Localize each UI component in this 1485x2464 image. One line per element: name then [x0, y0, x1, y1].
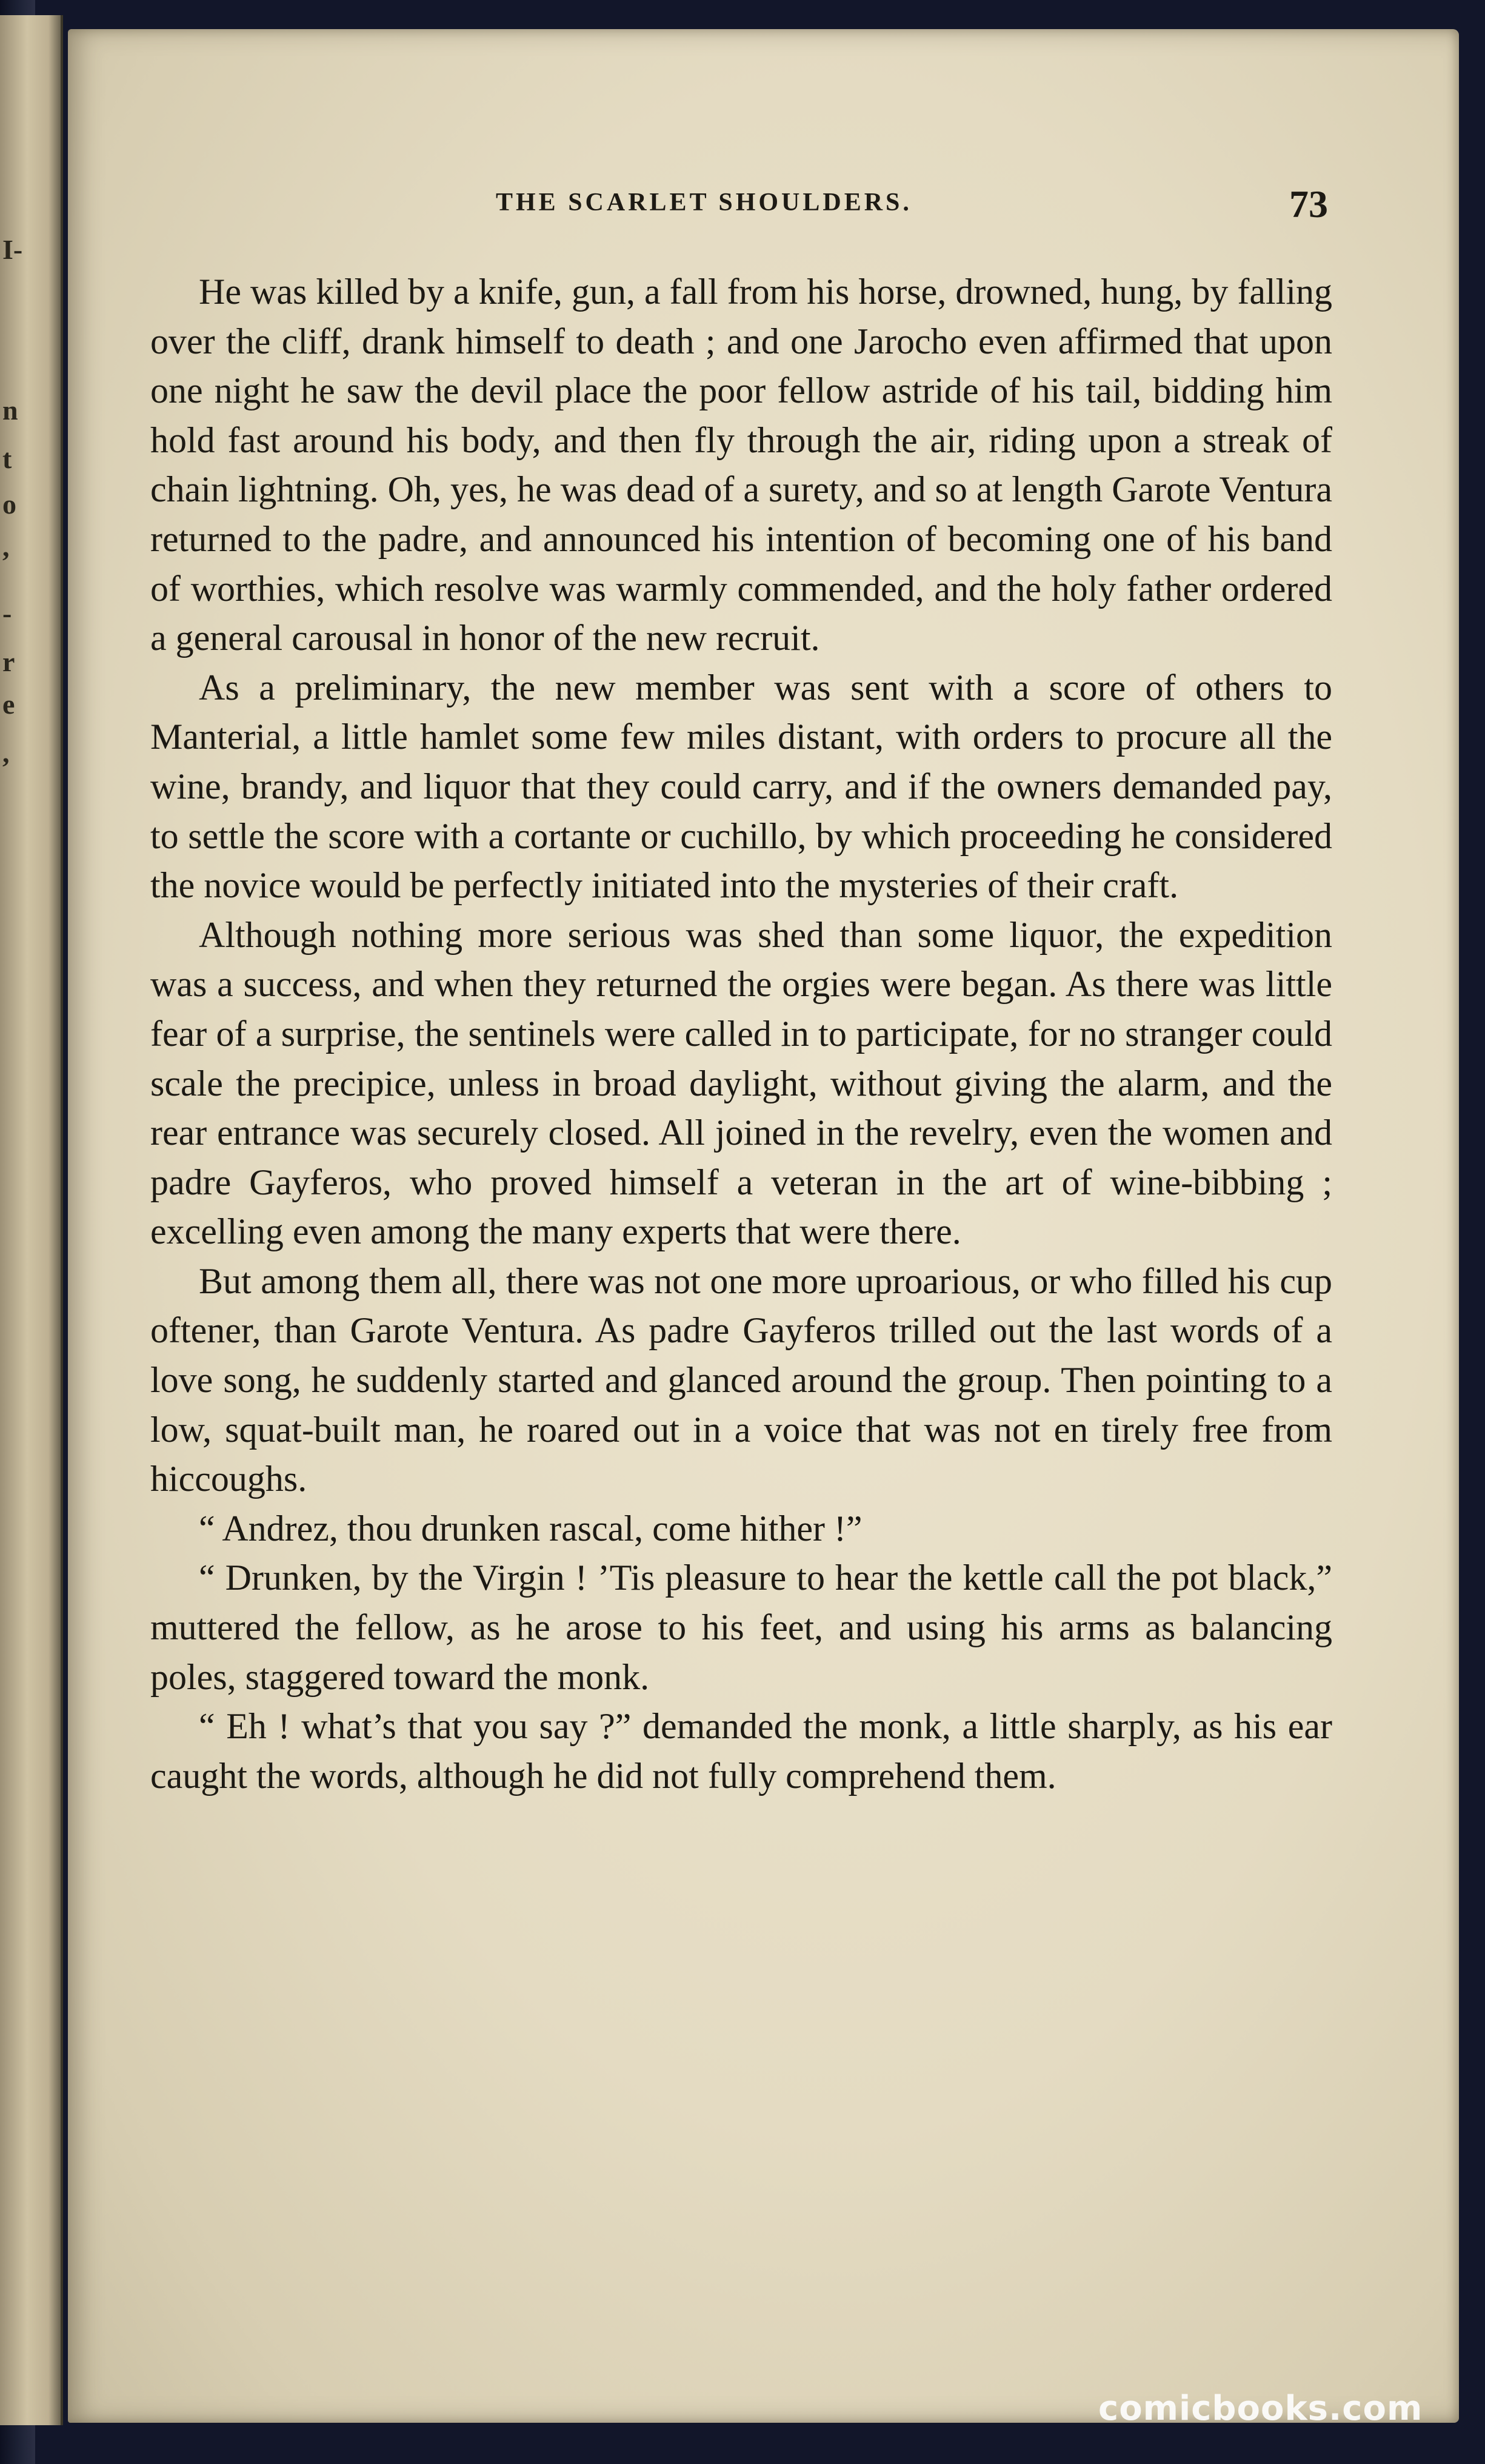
previous-page-fragment: r [2, 646, 15, 677]
previous-page-fragment: I- [2, 234, 23, 265]
running-title: THE SCARLET SHOULDERS. [496, 189, 912, 216]
paragraph: Although nothing more serious was shed than some liquor, the expedition was a success, and when they returned the orgies were began. As there was little fear of a surprise, the sentinels were called in to participate, for no stranger could scale the precipice, unless in broad daylight, without giving the alarm, and the rear entrance was securely closed. All joined in the revelry, even the women and padre Gayferos, who proved himself a veteran in the art of wine-bibbing ; excelling even among the many experts that were there. [150, 914, 1332, 1252]
page-number: 73 [1289, 182, 1328, 226]
previous-page-fragment: - [2, 598, 12, 629]
paragraph: As a preliminary, the new member was sent with a score of others to Manterial, a little hamlet some few miles distant, with orders to procure all the wine, brandy, and liquor that they could carry, and if the owners demanded pay, to settle the score with a cortante or cuchillo, by which proceeding he considered the novice would be perfectly initiated into the mysteries of their craft. [150, 667, 1332, 906]
previous-page-fragment: , [2, 737, 10, 768]
previous-page-fragment: n [2, 395, 18, 426]
previous-page-fragment: , [2, 531, 10, 562]
paragraph: “ Drunken, by the Virgin ! ’Tis pleasure to hear the kettle call the pot black,” muttered the fellow, as he arose to his feet, and using his arms as balancing poles, staggered toward the monk. [150, 1558, 1332, 1697]
previous-page-fragment: o [2, 489, 16, 520]
body-text [150, 267, 1332, 1801]
book-page [68, 29, 1459, 2423]
paragraph: But among them all, there was not one more uproarious, or who filled his cup oftener, than Garote Ventura. As padre Gayferos trilled out the last words of a love song, he suddenly started and glanced around the group. Then pointing to a low, squat-built man, he roared out in a voice that was not en tirely free from hiccoughs. [150, 1260, 1332, 1499]
page-header [68, 182, 1459, 226]
paragraph: “ Andrez, thou drunken rascal, come hither !” [199, 1508, 863, 1548]
previous-page-edge [0, 15, 63, 2425]
paragraph: He was killed by a knife, gun, a fall from his horse, drowned, hung, by falling over the cliff, drank himself to death ; and one Jarocho even affirmed that upon one night he saw the devil place the poor fellow astride of his tail, bidding him hold fast around his body, and then fly through the air, riding upon a streak of chain lightning. Oh, yes, he was dead of a surety, and so at length Garote Ventura returned to the padre, and announced his intention of becoming one of his band of worthies, which resolve was warmly commended, and the holy father ordered a general carousal in honor of the new recruit. [150, 272, 1332, 658]
watermark-logo: comicbooks.com [1098, 2389, 1423, 2428]
paragraph: “ Eh ! what’s that you say ?” demanded the monk, a little sharply, as his ear caught the words, although he did not fully comprehend them. [150, 1706, 1332, 1796]
previous-page-fragment: e [2, 689, 15, 720]
previous-page-fragment: t [2, 443, 12, 474]
